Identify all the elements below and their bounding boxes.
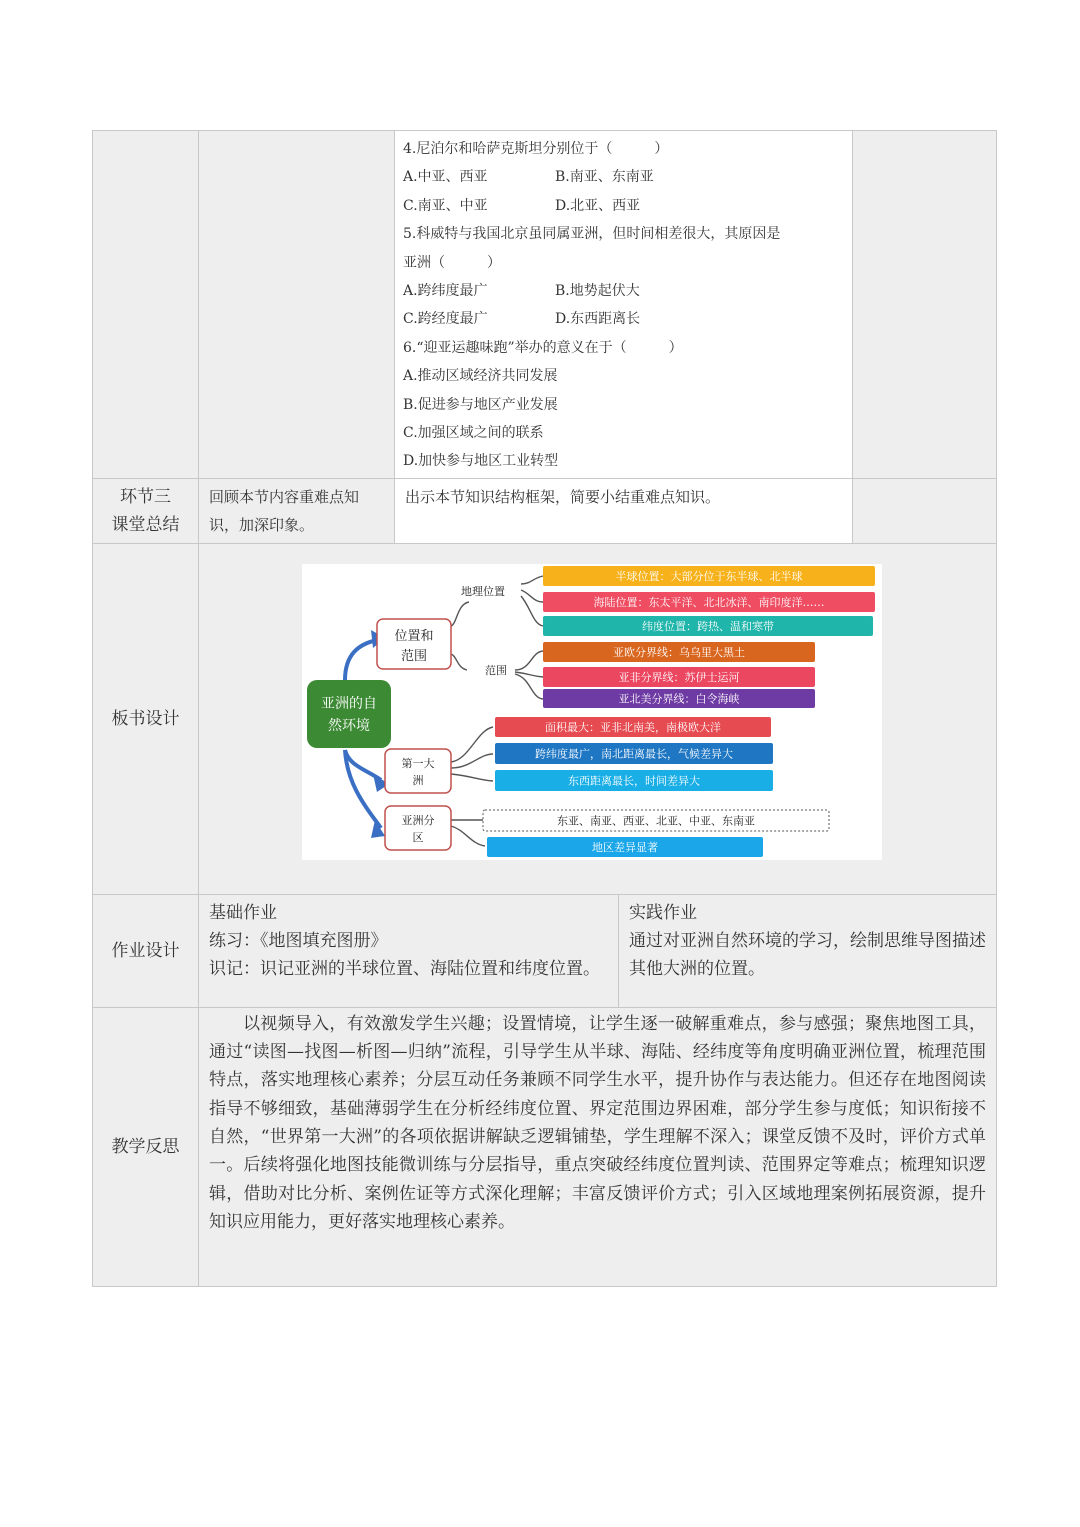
reflection-text: 以视频导入，有效激发学生兴趣；设置情境，让学生逐一破解重难点，参与感强；聚焦地图工具，通过“读图—找图—析图—归纳”流程，引导学生从半球、海陆、经纬度等角度明确亚洲位置，梳理范围特点，落实地理核心素养；分层互动任务兼顾不同学生水平，提升协作与表达能力。但还存在地图阅读指导不够细致，基础薄弱学生在分析经纬度位置、界定范围边界困难，部分学生参与度低；知识衔接不自然，“世界第一大洲”的各项依据讲解缺乏逻辑铺垫，学生理解不深入；课堂反馈不及时，评价方式单一。后续将强化地图技能微训练与分层指导，重点突破经纬度位置判读、范围界定等难点；梳理知识逻辑，借助对比分析、案例佐证等方式深化理解；丰富反馈评价方式；引入区域地理案例拓展资源，提升知识应用能力，更好落实地理核心素养。: [209, 1013, 987, 1232]
question-6-option-d: D.加快参与地区工业转型: [403, 453, 559, 470]
board-label: 板书设计: [93, 543, 199, 894]
exercise-questions-cell: [395, 131, 853, 479]
summary-label-line2: 课堂总结: [111, 514, 180, 535]
reflection-cell: [199, 1007, 997, 1286]
geo-position-label: 地理位置: [461, 584, 505, 598]
mindmap-bar-text-6: 亚北美分界线：白令海峡: [618, 692, 740, 706]
mindmap-bar-text-7: 面积最大：亚非北南美，南极欧大洋: [545, 720, 721, 734]
mindmap-diagram: [199, 544, 995, 892]
question-6-option-a: A.推动区域经济共同发展: [403, 368, 558, 385]
mindmap-bar-text-9: 东西距离最长，时间差异大: [568, 774, 700, 788]
summary-note-cell: [853, 478, 997, 543]
root-node-line2: 然环境: [328, 717, 370, 734]
homework-basic-line1: 练习：《地图填充图册》: [209, 930, 388, 951]
branch-largest-line1: 第一大: [401, 756, 435, 770]
question-5-option-b: B.地势起伏大: [555, 283, 640, 300]
board-cell: [199, 543, 997, 894]
question-5-stem-line1: 5.科威特与我国北京虽同属亚洲，但时间相差很大，其原因是: [403, 226, 781, 243]
homework-practice-cell: [619, 894, 997, 1007]
summary-label-line1: 环节三: [120, 486, 171, 507]
root-node-line1: 亚洲的自: [321, 695, 377, 712]
question-6-option-b: B.促进参与地区产业发展: [403, 396, 558, 413]
mindmap-bar-text-11: 地区差异显著: [592, 840, 658, 854]
question-4-option-d: D.北亚、西亚: [555, 197, 641, 214]
homework-practice-title: 实践作业: [629, 902, 697, 923]
homework-practice-text: 通过对亚洲自然环境的学习，绘制思维导图描述其他大洲的位置。: [629, 930, 986, 979]
mindmap-bar-text-1: 半球位置：大部分位于东半球、北半球: [615, 569, 803, 583]
question-6-stem: 6.“迎亚运趣味跑”举办的意义在于（ ）: [403, 339, 683, 356]
mindmap-bar-text-5: 亚非分界线：苏伊士运河: [618, 670, 740, 684]
branch-regions-line1: 亚洲分: [401, 813, 435, 827]
summary-activity: 出示本节知识结构框架，简要小结重难点知识。: [395, 478, 853, 543]
question-5-stem-line2: 亚洲（ ）: [403, 254, 501, 271]
homework-label: 作业设计: [93, 894, 199, 1007]
mindmap-bar-text-4: 亚欧分界线：乌乌里大黑土: [613, 645, 745, 659]
question-5-option-c: C.跨经度最广: [403, 311, 488, 328]
homework-basic-title: 基础作业: [209, 902, 277, 923]
reflection-row: [93, 1007, 997, 1286]
exercise-label-cell: [93, 131, 199, 479]
question-4-option-c: C.南亚、中亚: [403, 197, 488, 214]
exercise-row: [93, 131, 997, 479]
mindmap-bar-text-10: 东亚、南亚、西亚、北亚、中亚、东南亚: [557, 814, 755, 828]
lesson-plan-table: [92, 130, 997, 1287]
board-row: [93, 543, 997, 894]
question-6-option-c: C.加强区域之间的联系: [403, 425, 544, 442]
homework-row: [93, 894, 997, 1007]
question-4-option-a: A.中亚、西亚: [403, 169, 488, 186]
question-4-option-b: B.南亚、东南亚: [555, 169, 654, 186]
exercise-purpose-cell: [199, 131, 395, 479]
branch-largest-line2: 洲: [412, 773, 424, 787]
mindmap-bar-text-8: 跨纬度最广，南北距离最长，气候差异大: [535, 747, 733, 761]
summary-label-cell: [93, 478, 199, 543]
reflection-label: 教学反思: [93, 1007, 199, 1286]
branch-regions-line2: 区: [412, 830, 424, 844]
question-4-stem: 4.尼泊尔和哈萨克斯坦分别位于（ ）: [403, 141, 669, 157]
exercise-note-cell: [853, 131, 997, 479]
mindmap-bar-text-3: 纬度位置：跨热、温和寒带: [642, 619, 774, 633]
question-5-option-a: A.跨纬度最广: [403, 283, 488, 300]
homework-basic-cell: [199, 894, 619, 1007]
range-label: 范围: [485, 663, 507, 677]
mindmap-bar-text-2: 海陆位置：东太平洋、北北冰洋、南印度洋……: [593, 595, 825, 609]
summary-purpose: 回顾本节内容重难点知识，加深印象。: [199, 478, 395, 543]
branch-position-line2: 范围: [400, 648, 428, 664]
homework-basic-line2: 识记：识记亚洲的半球位置、海陆位置和纬度位置。: [209, 958, 600, 979]
board-mindmap-wrap: [199, 544, 996, 892]
branch-position-line1: 位置和: [394, 628, 434, 644]
root-node: [307, 680, 391, 748]
question-5-option-d: D.东西距离长: [555, 311, 641, 328]
summary-row: [93, 478, 997, 543]
